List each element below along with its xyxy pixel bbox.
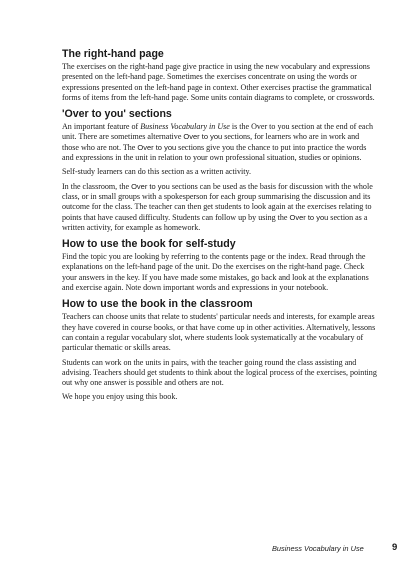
section-heading: The right-hand page xyxy=(62,48,164,60)
paragraph: Self-study learners can do this section as a written activity. xyxy=(62,167,251,177)
over-to-you-term: Over to you xyxy=(137,142,177,152)
over-to-you-term: Over to you xyxy=(131,181,170,191)
book-title: Business Vocabulary in Use xyxy=(140,122,230,132)
text-run: sections give you the chance to put into practice the words and expressions in the unit in relation to your own professional situation, studies or opinions. xyxy=(62,142,367,163)
over-to-you-term: Over to you xyxy=(289,212,329,222)
page-number: 9 xyxy=(392,542,398,553)
paragraph: Students can work on the units in pairs, with the teacher going round the class assisting and advising. Teachers should get students to think about the logical process of the exercises, pointing out why one answer is possible and others are not. xyxy=(62,357,377,388)
text-run: sections can be used as the basis for discussion with the whole class, or in small groups with a spokesperson for each group summarising the discussion and its outcome for the class. The teacher can then get students to look again at the exercises relating to points that have caused difficulty. Students can follow up by using the xyxy=(62,181,373,222)
section-heading: 'Over to you' sections xyxy=(62,108,172,121)
section-heading: How to use the book for self-study xyxy=(62,238,236,251)
text-run: is the Over to you section at the end of each unit. There are sometimes alternative xyxy=(62,122,374,142)
text-run: In the classroom, the xyxy=(62,181,132,191)
page-content xyxy=(62,48,378,408)
text-run: sections, for learners who are in work and those who are not. The xyxy=(62,132,360,152)
footer-book-title: Business Vocabulary in Use xyxy=(272,544,364,553)
text-run: An important feature of xyxy=(62,122,141,132)
section-self-study xyxy=(62,238,378,293)
paragraph xyxy=(62,182,378,233)
section-classroom xyxy=(62,298,378,402)
section-right-hand-page xyxy=(62,48,378,103)
section-heading: How to use the book in the classroom xyxy=(62,298,253,311)
paragraph: Teachers can choose units that relate to students' particular needs and interests, for example areas they have covered in course books, or that have come up in other activities. Alternatively, lessons can contain a regular vocabulary slot, where students look systematically at the vocabulary of particular thematic or skills areas. xyxy=(62,312,376,353)
paragraph: Find the topic you are looking by referring to the contents page or the index. Read through the explanations on the left-hand page of the unit. Do the exercises on the right-hand page. Check your answers in the key. If you have made some mistakes, go back and look at the explanations and exercise again. Note down important words and expressions in your notebook. xyxy=(62,252,369,293)
over-to-you-term: Over to you xyxy=(183,132,223,142)
paragraph: We hope you enjoy using this book. xyxy=(62,392,178,402)
paragraph: The exercises on the right-hand page give practice in using the new vocabulary and expressions presented on the left-hand page. Sometimes the exercises concentrate on using the words or expressions presented on the left-hand page in context. Other exercises practise the grammatical forms of items from the left-hand page. Some units contain diagrams to complete, or crosswords. xyxy=(62,62,375,102)
section-over-to-you xyxy=(62,108,378,233)
text-run: section as a written activity, for example as homework. xyxy=(62,212,368,232)
paragraph xyxy=(62,122,378,163)
